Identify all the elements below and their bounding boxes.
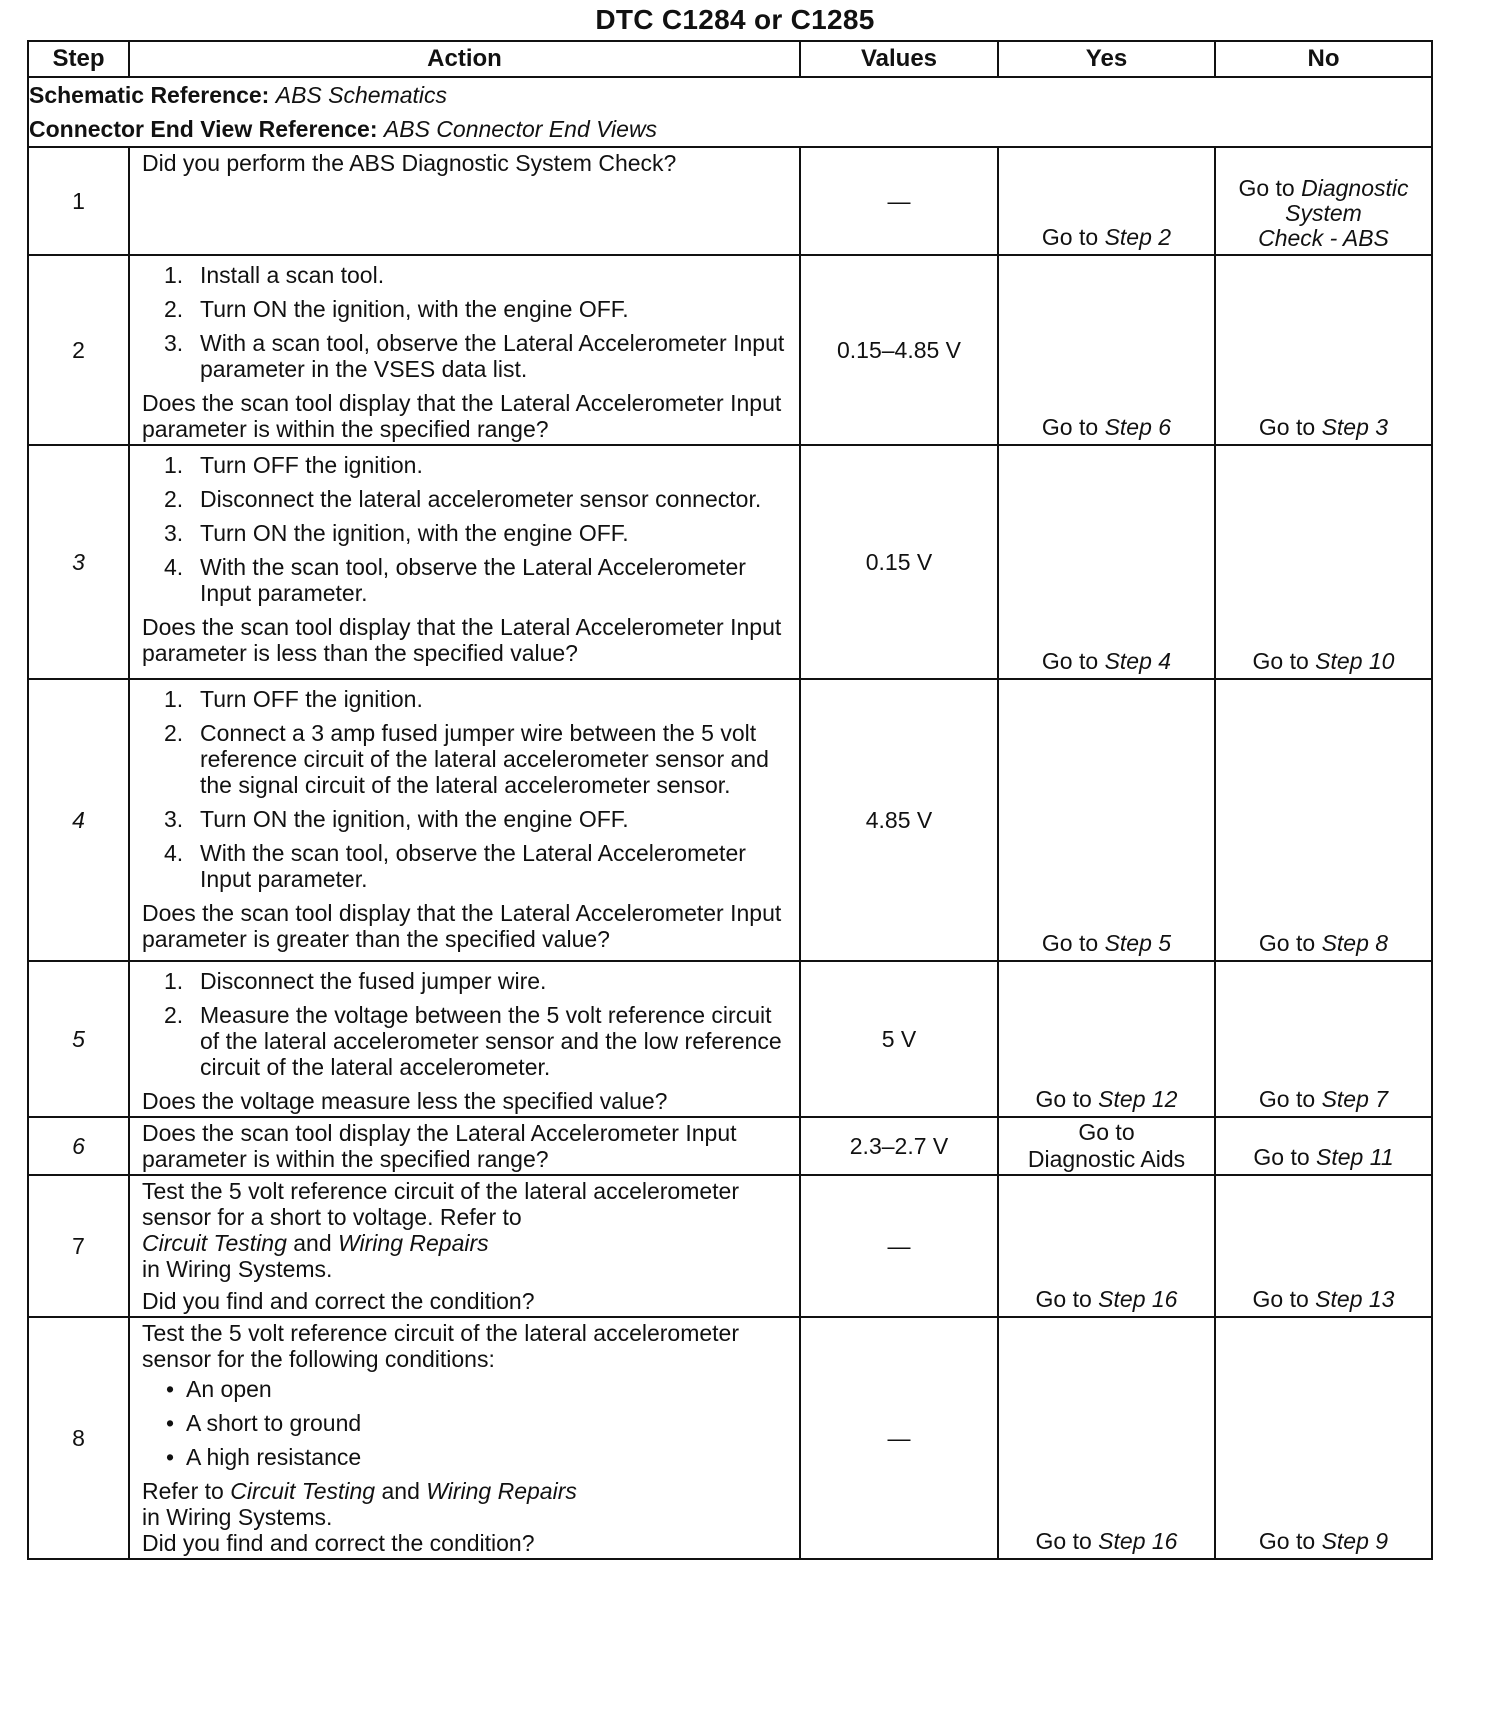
step-number: 7 — [28, 1175, 129, 1317]
substep: 1. Install a scan tool. — [164, 262, 385, 288]
values-cell: — — [800, 1175, 998, 1317]
values-cell: 5 V — [800, 961, 998, 1117]
action-cell — [129, 445, 800, 679]
yes-goto[interactable]: Go to Diagnostic Aids — [1027, 1119, 1186, 1172]
no-goto[interactable]: Go to Step 8 — [1258, 930, 1389, 956]
yes-goto[interactable]: Go to Step 12 — [1035, 1086, 1178, 1112]
action-cell — [129, 255, 800, 445]
yes-cell — [998, 961, 1215, 1117]
action-question: Does the scan tool display that the Lateral Accelerometer Input parameter is greater than the specified value? — [142, 900, 782, 952]
action-question: Did you perform the ABS Diagnostic System Check? — [142, 150, 677, 176]
substep-list — [142, 968, 793, 1080]
action-cell — [129, 679, 800, 961]
substep-list — [142, 686, 793, 892]
page-title: DTC C1284 or C1285 — [595, 4, 875, 35]
header-no: No — [1215, 41, 1432, 77]
yes-cell — [998, 255, 1215, 445]
no-cell — [1215, 445, 1432, 679]
action-question: Does the scan tool display the Lateral Accelerometer Input parameter is within the specified range? — [142, 1120, 737, 1172]
substep: 2. Measure the voltage between the 5 volt reference circuit of the lateral accelerometer sensor and the low reference circuit of the lateral accelerometer. — [164, 1002, 782, 1080]
action-question: Did you find and correct the condition? — [142, 1530, 535, 1556]
step-number: 8 — [28, 1317, 129, 1559]
substep: 3. Turn ON the ignition, with the engine OFF. — [164, 806, 629, 832]
action-text: Test the 5 volt reference circuit of the lateral accelerometer sensor for the following conditions: — [142, 1320, 740, 1372]
table-row — [28, 1117, 1432, 1175]
step-number: 5 — [28, 961, 129, 1117]
list-item: • An open — [166, 1376, 272, 1402]
table-row — [28, 445, 1432, 679]
no-cell — [1215, 255, 1432, 445]
step-number: 3 — [28, 445, 129, 679]
values-cell: 4.85 V — [800, 679, 998, 961]
no-cell — [1215, 679, 1432, 961]
connector-reference-link[interactable]: ABS Connector End Views — [383, 116, 658, 142]
values-cell: 2.3–2.7 V — [800, 1117, 998, 1175]
condition-list — [142, 1376, 793, 1470]
yes-cell — [998, 679, 1215, 961]
schematic-reference-link[interactable]: ABS Schematics — [275, 82, 448, 108]
yes-goto[interactable]: Go to Step 6 — [1041, 414, 1172, 440]
no-cell — [1215, 1175, 1432, 1317]
header-values: Values — [800, 41, 998, 77]
substep: 2. Turn ON the ignition, with the engine OFF. — [164, 296, 629, 322]
action-cell — [129, 147, 800, 255]
step-number: 6 — [28, 1117, 129, 1175]
no-cell — [1215, 961, 1432, 1117]
list-item: • A short to ground — [166, 1410, 362, 1436]
list-item: • A high resistance — [166, 1444, 362, 1470]
action-cell — [129, 1175, 800, 1317]
no-goto[interactable]: Go to Step 9 — [1258, 1528, 1389, 1554]
no-goto[interactable]: Go to Step 11 — [1253, 1144, 1394, 1170]
header-step: Step — [28, 41, 129, 77]
action-cell — [129, 961, 800, 1117]
no-goto[interactable]: Go to Step 13 — [1252, 1286, 1395, 1312]
substep: 2. Connect a 3 amp fused jumper wire between the 5 volt reference circuit of the lateral accelerometer sensor and the signal circuit of the lateral accelerometer sensor. — [164, 720, 769, 798]
header-yes: Yes — [998, 41, 1215, 77]
no-goto[interactable]: Go to Step 3 — [1258, 414, 1389, 440]
no-goto[interactable]: Go to Step 10 — [1252, 648, 1395, 674]
values-cell: 0.15–4.85 V — [800, 255, 998, 445]
yes-cell — [998, 445, 1215, 679]
table-row — [28, 679, 1432, 961]
no-goto[interactable]: Go to Step 7 — [1258, 1086, 1389, 1112]
diagnostic-table — [27, 40, 1433, 1560]
action-cell — [129, 1317, 800, 1559]
substep: 1. Turn OFF the ignition. — [164, 452, 423, 478]
table-row — [28, 147, 1432, 255]
substep: 1. Disconnect the fused jumper wire. — [164, 968, 547, 994]
substep: 1. Turn OFF the ignition. — [164, 686, 423, 712]
connector-reference: Connector End View Reference: ABS Connector End Views — [29, 116, 658, 142]
step-number: 1 — [28, 147, 129, 255]
table-row — [28, 961, 1432, 1117]
wiring-repairs-link[interactable]: Wiring Repairs — [426, 1478, 577, 1504]
step-number: 2 — [28, 255, 129, 445]
circuit-testing-link[interactable]: Circuit Testing — [230, 1478, 376, 1504]
no-cell — [1215, 1117, 1432, 1175]
yes-cell — [998, 1317, 1215, 1559]
circuit-testing-link[interactable]: Circuit Testing — [142, 1230, 287, 1256]
action-reference: Refer to Circuit Testing and Wiring Repairs in Wiring Systems. — [142, 1478, 577, 1530]
no-cell — [1215, 1317, 1432, 1559]
substep: 4. With the scan tool, observe the Lateral Accelerometer Input parameter. — [164, 840, 746, 892]
table-row — [28, 255, 1432, 445]
header-action: Action — [129, 41, 800, 77]
yes-cell — [998, 1175, 1215, 1317]
action-text: Test the 5 volt reference circuit of the lateral accelerometer sensor for a short to voltage. Refer to Circuit Testing and Wiring Repairs in Wiring Systems. — [142, 1178, 740, 1282]
step-number: 4 — [28, 679, 129, 961]
yes-cell — [998, 147, 1215, 255]
substep-list — [142, 452, 793, 606]
substep: 3. Turn ON the ignition, with the engine OFF. — [164, 520, 629, 546]
values-cell: — — [800, 1317, 998, 1559]
no-goto[interactable]: Go to Diagnostic System Check - ABS — [1238, 175, 1409, 251]
header-row — [28, 41, 1432, 77]
action-cell — [129, 1117, 800, 1175]
yes-goto[interactable]: Go to Step 2 — [1041, 224, 1172, 250]
yes-goto[interactable]: Go to Step 4 — [1041, 648, 1172, 674]
no-cell — [1215, 147, 1432, 255]
yes-goto[interactable]: Go to Step 16 — [1035, 1528, 1178, 1554]
substep: 4. With the scan tool, observe the Lateral Accelerometer Input parameter. — [164, 554, 746, 606]
reference-row — [28, 77, 1432, 147]
yes-cell — [998, 1117, 1215, 1175]
wiring-repairs-link[interactable]: Wiring Repairs — [338, 1230, 489, 1256]
schematic-reference: Schematic Reference: ABS Schematics — [29, 82, 448, 108]
reference-cell — [28, 77, 1432, 147]
action-question: Did you find and correct the condition? — [142, 1288, 535, 1314]
table-row — [28, 1317, 1432, 1559]
substep: 2. Disconnect the lateral accelerometer sensor connector. — [164, 486, 762, 512]
values-cell: — — [800, 147, 998, 255]
action-question: Does the scan tool display that the Lateral Accelerometer Input parameter is within the specified range? — [142, 390, 782, 442]
values-cell: 0.15 V — [800, 445, 998, 679]
yes-goto[interactable]: Go to Step 5 — [1041, 930, 1172, 956]
yes-goto[interactable]: Go to Step 16 — [1035, 1286, 1178, 1312]
substep-list — [142, 262, 793, 382]
action-question: Does the voltage measure less the specified value? — [142, 1088, 668, 1114]
substep: 3. With a scan tool, observe the Lateral Accelerometer Input parameter in the VSES data list. — [164, 330, 785, 382]
table-row — [28, 1175, 1432, 1317]
action-question: Does the scan tool display that the Lateral Accelerometer Input parameter is less than the specified value? — [142, 614, 782, 666]
